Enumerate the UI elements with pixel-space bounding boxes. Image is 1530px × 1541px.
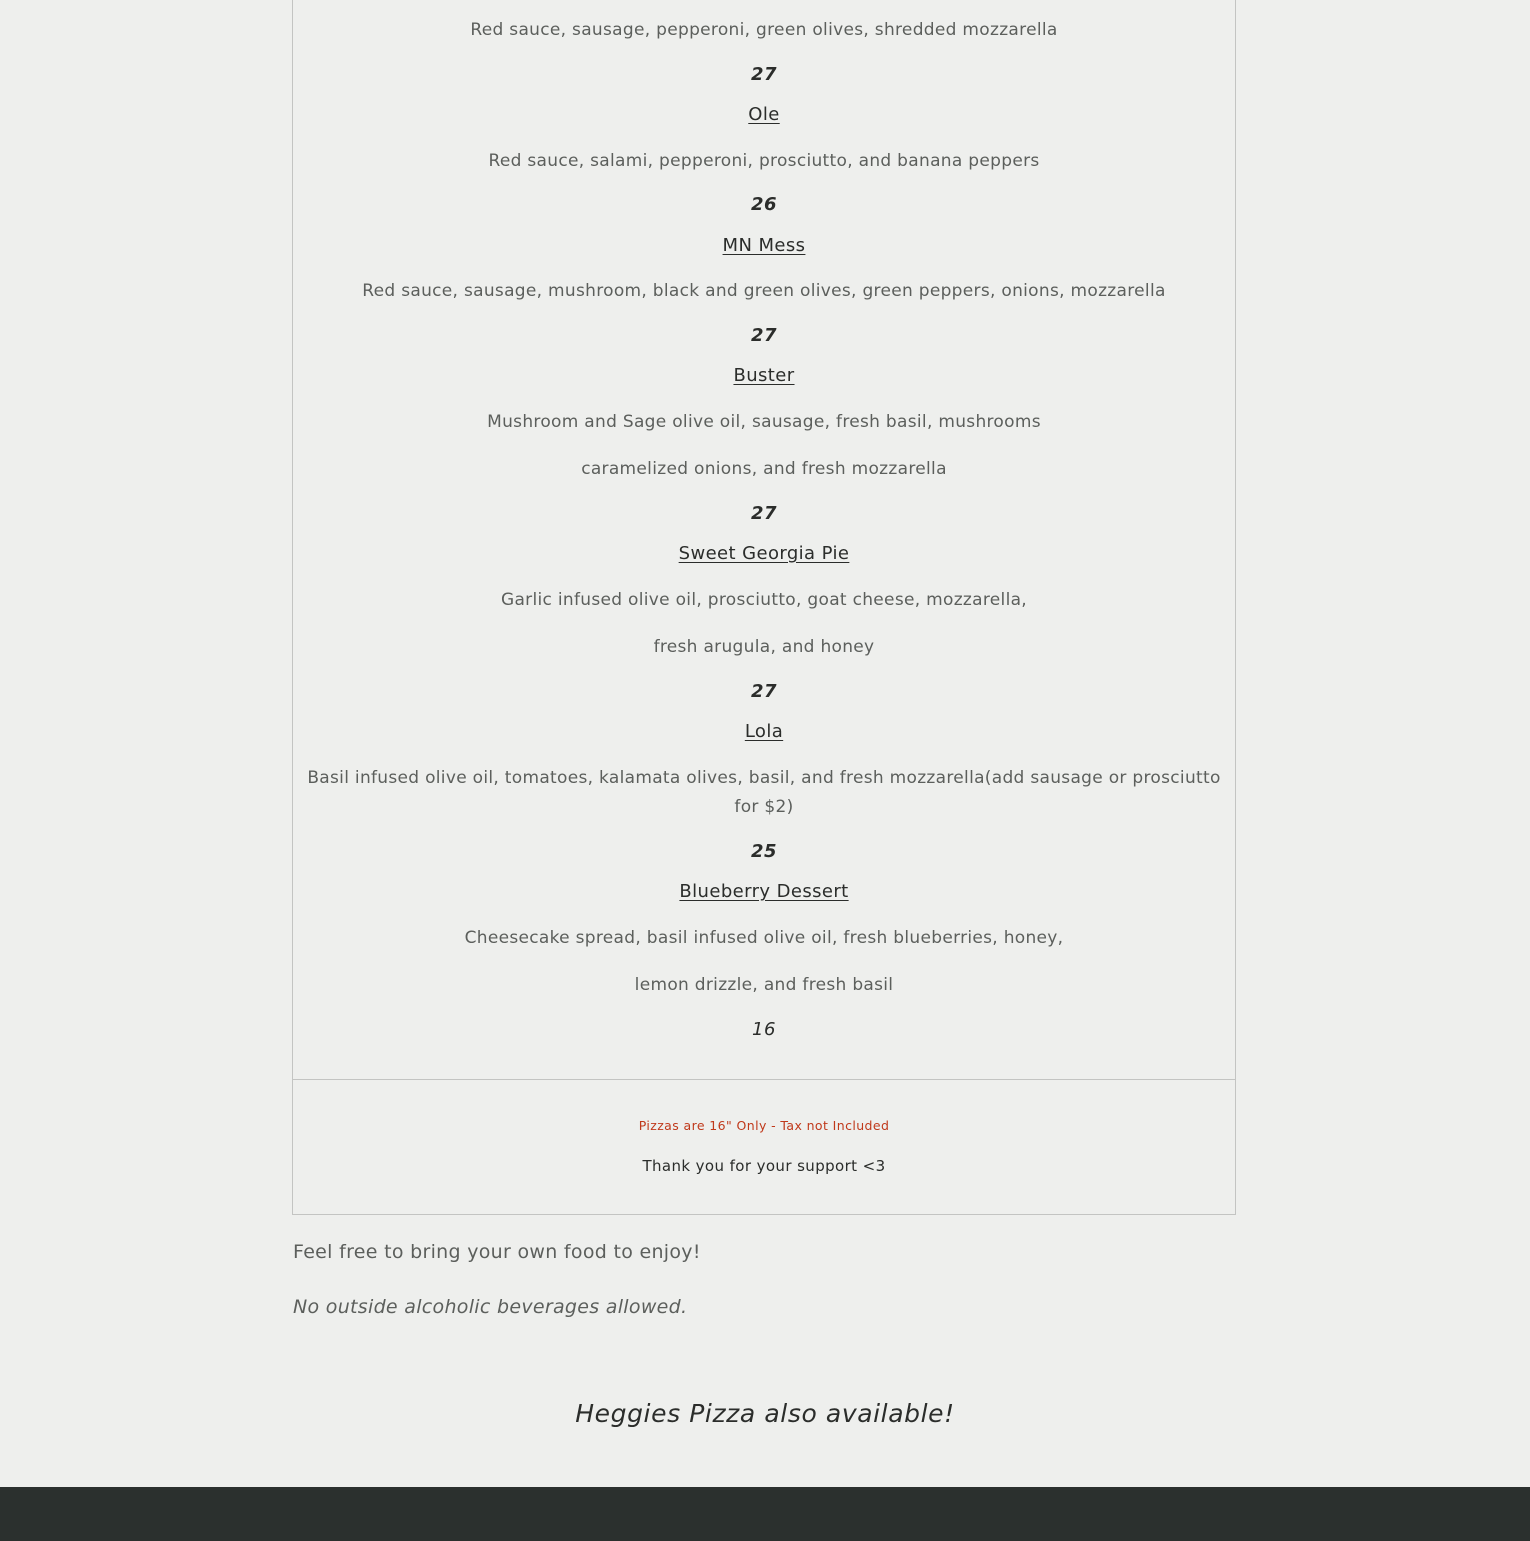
menu-item-name: Lola [744,721,784,742]
menu-item-description: fresh arugula, and honey [653,637,875,657]
menu-item-description: Red sauce, salami, pepperoni, prosciutto, and banana peppers [488,151,1040,171]
heggies-pizza-tagline: Heggies Pizza also available! [575,1399,955,1428]
pricing-notice: Pizzas are 16" Only - Tax not Included [638,1118,890,1133]
menu-item-name: MN Mess [722,235,806,256]
menu-item-name: Blueberry Dessert [679,881,849,902]
menu-item-price: 25 [750,841,778,862]
menu-item-price: 27 [750,503,778,524]
menu-item-description: Mushroom and Sage olive oil, sausage, fresh basil, mushrooms [487,412,1041,432]
menu-footer-section [293,1080,1235,1214]
menu-items-section [293,0,1235,1080]
menu-item-name: Buster [733,365,795,386]
menu-item-name: Sweet Georgia Pie [678,543,850,564]
menu-card [292,0,1236,1215]
menu-item-price: 27 [750,64,778,85]
menu-item-price: 16 [752,1019,776,1040]
menu-item-name: Ole [748,104,780,125]
own-food-note: Feel free to bring your own food to enjoy! [293,1241,701,1263]
thank-you-message: Thank you for your support <3 [642,1157,886,1175]
menu-item-price: 26 [750,194,778,215]
menu-item-description: Cheesecake spread, basil infused olive oil, fresh blueberries, honey, [464,928,1064,948]
menu-item-description: Red sauce, sausage, mushroom, black and green olives, green peppers, onions, mozzarella [362,281,1166,301]
menu-item-description: caramelized onions, and fresh mozzarella [581,459,947,479]
menu-item-price: 27 [750,681,778,702]
menu-item-description: lemon drizzle, and fresh basil [634,975,894,995]
menu-item-description: Basil infused olive oil, tomatoes, kalamata olives, basil, and fresh mozzarella(add sausage or prosciutto for $2) [307,768,1221,817]
menu-item-description: Garlic infused olive oil, prosciutto, goat cheese, mozzarella, [500,590,1028,610]
menu-item-price: 27 [750,325,778,346]
site-footer-bar [0,1487,1530,1541]
no-alcohol-note: No outside alcoholic beverages allowed. [293,1296,688,1318]
menu-item-description: Red sauce, sausage, pepperoni, green olives, shredded mozzarella [470,20,1058,40]
